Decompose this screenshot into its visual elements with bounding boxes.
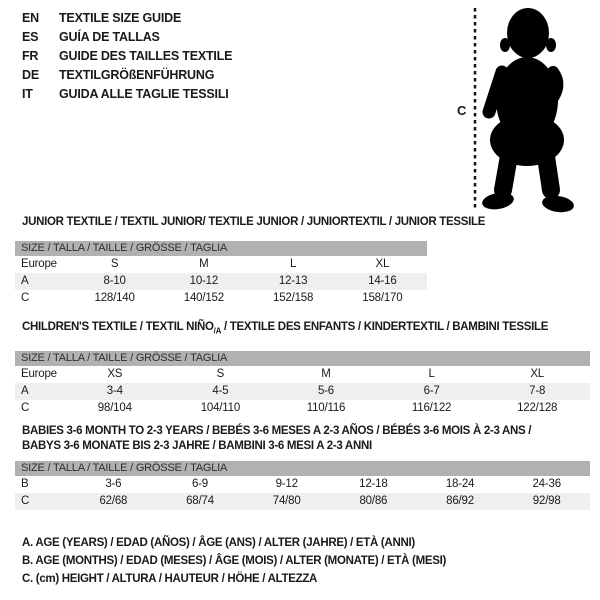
- size-cell: M: [321, 368, 331, 381]
- babies-table-title-line2: BABYS 3-6 MONATE BIS 2-3 JAHRE / BAMBINI 3-6 MESI A 2-3 ANNI: [22, 440, 372, 452]
- toddler-silhouette-icon: [450, 0, 600, 222]
- table-row: [15, 493, 590, 510]
- height-cell: 86/92: [446, 495, 474, 507]
- age-cell: 3-6: [105, 478, 122, 490]
- age-cell: 14-16: [368, 275, 397, 287]
- footnote-c: C. (cm) HEIGHT / ALTURA / HAUTEUR / HÖHE / ALTEZZA: [22, 573, 318, 585]
- table-row: [15, 383, 590, 400]
- size-cell: M: [199, 258, 209, 270]
- lang-row-es: [22, 28, 232, 47]
- row-label: C: [21, 402, 30, 415]
- height-cell: 152/158: [273, 292, 314, 304]
- height-cell: 128/140: [94, 292, 135, 304]
- size-cell: XL: [375, 258, 390, 270]
- size-cell: S: [216, 368, 225, 381]
- row-label: B: [21, 478, 29, 490]
- title-subscript: /A: [213, 326, 222, 336]
- table-row: [15, 256, 427, 273]
- table-row: [15, 400, 590, 417]
- size-cell: L: [290, 258, 297, 270]
- footnote-b: B. AGE (MONTHS) / EDAD (MESES) / ÂGE (MOIS) / ALTER (MONATE) / ETÀ (MESI): [22, 555, 447, 567]
- lang-row-it: [22, 85, 232, 104]
- children-size-header-bar: SIZE / TALLA / TAILLE / GRÖSSE / TAGLIA: [15, 351, 590, 366]
- lang-row-de: [22, 66, 232, 85]
- children-table-title: [15, 320, 590, 338]
- height-cell: 158/170: [362, 292, 403, 304]
- age-cell: 8-10: [103, 275, 126, 287]
- row-label: Europe: [21, 258, 57, 270]
- table-row: [15, 366, 590, 383]
- height-line-label: C: [457, 103, 467, 118]
- height-cell: 92/98: [532, 495, 561, 507]
- junior-table-section: [15, 215, 486, 307]
- lang-code: ES: [22, 30, 39, 44]
- age-cell: 5-6: [317, 385, 334, 398]
- height-cell: 74/80: [272, 495, 301, 507]
- lang-code: DE: [22, 68, 39, 82]
- height-figure: [450, 0, 600, 222]
- size-cell: S: [110, 258, 119, 270]
- age-cell: 24-36: [532, 478, 561, 490]
- height-cell: 104/110: [200, 402, 241, 415]
- title-part: / TEXTILE DES ENFANTS / KINDERTEXTIL / BAMBINI TESSILE: [221, 321, 549, 333]
- lang-title: GUIDE DES TAILLES TEXTILE: [59, 49, 233, 63]
- row-label: C: [21, 292, 30, 304]
- age-cell: 7-8: [529, 385, 546, 398]
- table-row: [15, 290, 427, 307]
- babies-size-header-bar: SIZE / TALLA / TAILLE / GRÖSSE / TAGLIA: [15, 461, 590, 476]
- height-cell: 122/128: [517, 402, 558, 415]
- babies-table-section: [15, 424, 590, 510]
- height-cell: 68/74: [186, 495, 214, 507]
- lang-code: FR: [22, 49, 39, 63]
- age-cell: 6-7: [423, 385, 440, 398]
- language-header: [22, 9, 232, 104]
- age-cell: 6-9: [191, 478, 209, 490]
- height-cell: 116/122: [411, 402, 452, 415]
- height-cell: 98/104: [97, 402, 132, 415]
- lang-title: GUIDA ALLE TAGLIE TESSILI: [59, 87, 229, 101]
- height-cell: 110/116: [306, 402, 346, 415]
- lang-row-fr: [22, 47, 232, 66]
- title-part: CHILDREN'S TEXTILE / TEXTIL NIÑO: [22, 321, 214, 333]
- children-table-section: [15, 320, 590, 417]
- age-cell: 3-4: [106, 385, 123, 398]
- table-row: [15, 476, 590, 493]
- size-cell: XL: [530, 368, 544, 381]
- age-cell: 4-5: [212, 385, 229, 398]
- lang-title: GUÍA DE TALLAS: [59, 30, 160, 44]
- size-cell: XS: [107, 368, 123, 381]
- row-label: A: [21, 385, 29, 398]
- footnote-a: A. AGE (YEARS) / EDAD (AÑOS) / ÂGE (ANS) / ALTER (JAHRE) / ETÀ (ANNI): [22, 537, 415, 549]
- age-cell: 9-12: [275, 478, 298, 490]
- age-cell: 10-12: [189, 275, 219, 287]
- junior-size-header-bar: SIZE / TALLA / TAILLE / GRÖSSE / TAGLIA: [15, 241, 427, 256]
- row-label: C: [21, 495, 30, 507]
- lang-code: EN: [22, 11, 39, 25]
- age-cell: 12-13: [278, 275, 308, 287]
- lang-code: IT: [22, 87, 33, 101]
- junior-table-title: JUNIOR TEXTILE / TEXTIL JUNIOR/ TEXTILE JUNIOR / JUNIORTEXTIL / JUNIOR TESSILE: [22, 216, 486, 228]
- row-label: A: [21, 275, 29, 287]
- age-cell: 12-18: [359, 478, 388, 490]
- size-cell: L: [428, 368, 435, 381]
- height-cell: 140/152: [183, 292, 224, 304]
- lang-title: TEXTILE SIZE GUIDE: [59, 11, 182, 25]
- table-row: [15, 273, 427, 290]
- legend-footnotes: [22, 534, 446, 588]
- height-cell: 80/86: [359, 495, 388, 507]
- babies-table-title-line1: BABIES 3-6 MONTH TO 2-3 YEARS / BEBÉS 3-6 MESES A 2-3 AÑOS / BÉBÉS 3-6 MOIS À 2-3 ANS /: [22, 425, 532, 437]
- lang-title: TEXTILGRÖßENFÜHRUNG: [59, 68, 215, 82]
- lang-row-en: [22, 9, 232, 28]
- height-cell: 62/68: [99, 495, 128, 507]
- row-label: Europe: [21, 368, 57, 381]
- age-cell: 18-24: [445, 478, 475, 490]
